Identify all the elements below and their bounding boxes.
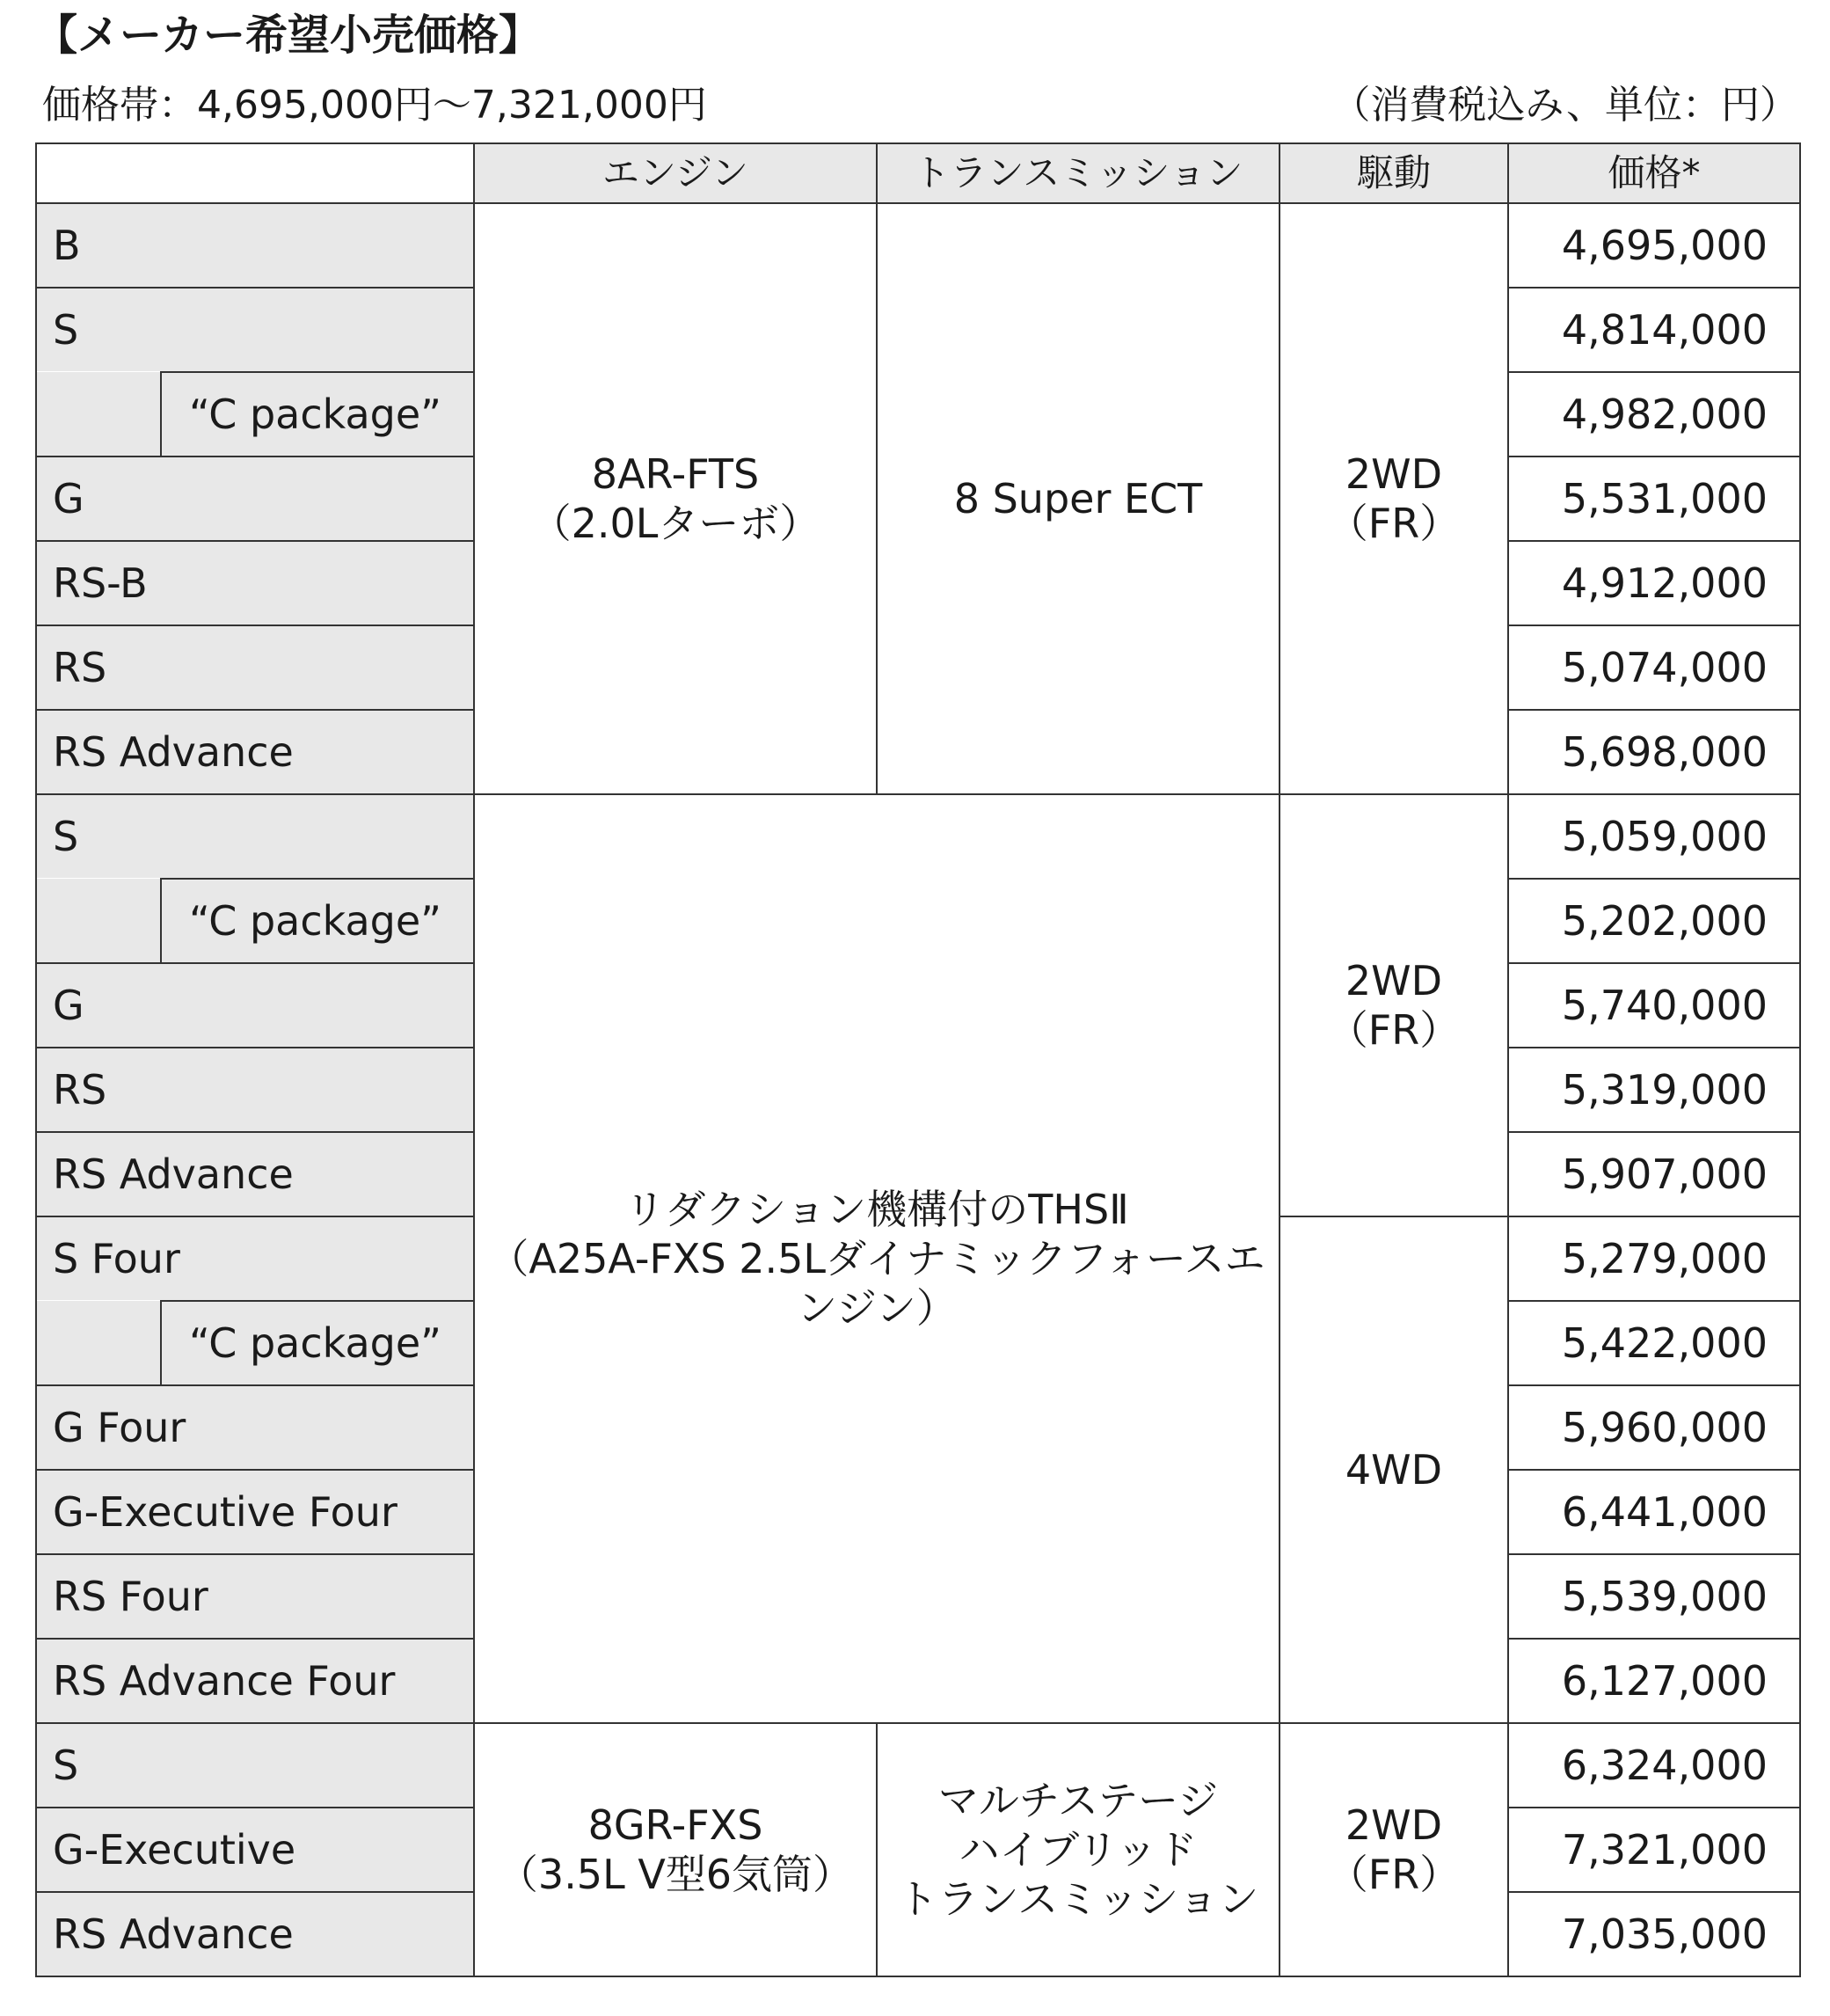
price-cell: 4,695,000	[1508, 203, 1800, 288]
grade-cell: S Four	[36, 1216, 474, 1301]
price-cell: 4,814,000	[1508, 288, 1800, 372]
price-cell: 5,960,000	[1508, 1385, 1800, 1470]
grade-cell: RS Advance	[36, 710, 474, 794]
engine-cell-turbo	[474, 203, 877, 794]
grade-cell: RS Advance	[36, 1892, 474, 1976]
price-cell: 6,441,000	[1508, 1470, 1800, 1554]
engine-cell-hybrid	[474, 794, 1280, 1723]
table-row	[36, 1723, 1800, 1808]
price-cell: 7,035,000	[1508, 1892, 1800, 1976]
drive-cell-turbo	[1280, 203, 1508, 794]
drive-type: 2WD	[1345, 1801, 1443, 1849]
grade-cell: RS Advance Four	[36, 1639, 474, 1723]
engine-cell-v6	[474, 1723, 877, 1976]
grade-cell: RS Four	[36, 1554, 474, 1639]
price-cell: 5,531,000	[1508, 457, 1800, 541]
header-price: 価格*	[1508, 143, 1800, 203]
grade-cell: G Four	[36, 1385, 474, 1470]
engine-detail: （2.0Lターボ）	[530, 500, 820, 547]
engine-detail: （3.5L V型6気筒）	[497, 1851, 854, 1898]
grade-cell: G-Executive Four	[36, 1470, 474, 1554]
grade-cell: RS	[36, 1048, 474, 1132]
drive-cell-v6	[1280, 1723, 1508, 1976]
grade-cell: RS Advance	[36, 1132, 474, 1216]
price-cell: 7,321,000	[1508, 1808, 1800, 1892]
table-row	[36, 794, 1800, 879]
grade-cell: G-Executive	[36, 1808, 474, 1892]
drive-layout: （FR）	[1327, 1006, 1461, 1054]
grade-cell: S	[36, 794, 474, 879]
tax-note: （消費税込み、単位：円）	[1331, 83, 1798, 128]
grade-cell: RS-B	[36, 541, 474, 625]
price-cell: 5,319,000	[1508, 1048, 1800, 1132]
header-engine: エンジン	[474, 143, 877, 203]
grade-cell: G	[36, 457, 474, 541]
drive-type: 2WD	[1345, 957, 1443, 1004]
drive-layout: （FR）	[1327, 500, 1461, 547]
engine-name: 8AR-FTS	[591, 450, 760, 498]
transmission-line: マルチステージ	[937, 1777, 1219, 1824]
engine-detail: （A25A-FXS 2.5Lダイナミックフォースエンジン）	[488, 1235, 1265, 1332]
grade-cell: S	[36, 288, 474, 372]
engine-name: リダクション機構付のTHSⅡ	[624, 1186, 1129, 1233]
grade-cell: RS	[36, 625, 474, 710]
price-cell: 5,059,000	[1508, 794, 1800, 879]
header-drive: 駆動	[1280, 143, 1508, 203]
sub-grade-cell: “C package”	[161, 879, 474, 963]
header-grade-blank	[36, 143, 474, 203]
engine-name: 8GR-FXS	[587, 1801, 763, 1849]
price-cell: 5,202,000	[1508, 879, 1800, 963]
sub-grade-cell: “C package”	[161, 1301, 474, 1385]
grade-cell: G	[36, 963, 474, 1048]
price-cell: 5,539,000	[1508, 1554, 1800, 1639]
transmission-line: トランスミッション	[897, 1875, 1259, 1923]
indent-spacer	[36, 1301, 161, 1385]
indent-spacer	[36, 879, 161, 963]
price-cell: 5,074,000	[1508, 625, 1800, 710]
indent-spacer	[36, 372, 161, 457]
grade-cell: B	[36, 203, 474, 288]
drive-type: 2WD	[1345, 450, 1443, 498]
price-cell: 4,982,000	[1508, 372, 1800, 457]
price-cell: 6,324,000	[1508, 1723, 1800, 1808]
header-transmission: トランスミッション	[877, 143, 1280, 203]
transmission-cell-turbo	[877, 203, 1280, 794]
price-cell: 5,740,000	[1508, 963, 1800, 1048]
price-cell: 5,698,000	[1508, 710, 1800, 794]
price-cell: 6,127,000	[1508, 1639, 1800, 1723]
drive-layout: （FR）	[1327, 1851, 1461, 1898]
header-row	[36, 143, 1800, 203]
price-cell: 5,279,000	[1508, 1216, 1800, 1301]
table-row	[36, 203, 1800, 288]
document-title: 【メーカー希望小売価格】	[35, 11, 542, 60]
transmission-cell-v6	[877, 1723, 1280, 1976]
price-range: 価格帯：4,695,000円～7,321,000円	[42, 83, 707, 128]
drive-cell-hybrid-4wd	[1280, 1216, 1508, 1723]
drive-cell-hybrid-2wd	[1280, 794, 1508, 1216]
grade-cell: S	[36, 1723, 474, 1808]
transmission-line: ハイブリッド	[959, 1826, 1198, 1874]
price-table	[35, 142, 1801, 1977]
price-cell: 5,422,000	[1508, 1301, 1800, 1385]
price-cell: 4,912,000	[1508, 541, 1800, 625]
drive-type: 4WD	[1345, 1446, 1443, 1494]
price-cell: 5,907,000	[1508, 1132, 1800, 1216]
sub-grade-cell: “C package”	[161, 372, 474, 457]
transmission-name: 8 Super ECT	[953, 475, 1203, 522]
